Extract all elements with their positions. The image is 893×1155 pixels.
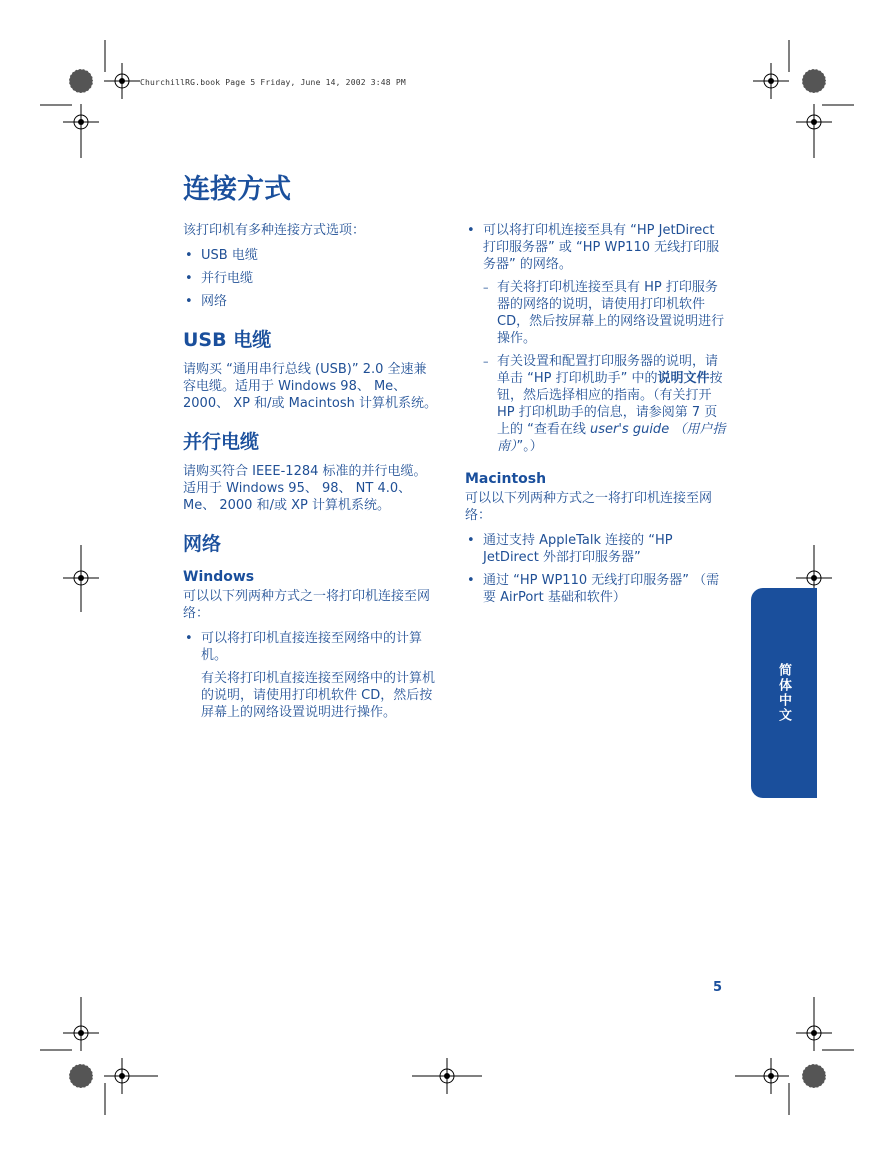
macintosh-options-list (465, 532, 727, 606)
parallel-heading: 并行电缆 (183, 431, 260, 453)
windows-bullet-subtext: 有关将打印机直接连接至网络中的计算机的说明，请使用打印机软件 CD，然后按屏幕上的网络设置说明进行操作。 (201, 671, 436, 720)
page-title: 连接方式 (183, 174, 291, 205)
windows-options-list (183, 630, 438, 721)
windows-bullet-text: 可以将打印机直接连接至网络中的计算机。 (201, 631, 423, 663)
left-column (183, 222, 438, 727)
documentation-button-label: 说明文件 (657, 371, 710, 386)
dash2-text-c: ”。） (516, 439, 543, 454)
intro-text: 该打印机有多种连接方式选项： (183, 223, 366, 238)
language-tab-label: 简体中文 (776, 663, 791, 723)
connection-options-list (183, 247, 438, 310)
usb-heading: USB 电缆 (183, 329, 272, 351)
language-side-tab (751, 588, 817, 798)
windows-intro: 可以以下列两种方式之一将打印机连接至网络： (183, 589, 431, 621)
print-header-line: ChurchillRG.book Page 5 Friday, June 14, 2002 3:48 PM (140, 78, 406, 87)
list-item: • 可以将打印机连接至具有 “HP JetDirect 打印服务器” 或 “HP WP110 无线打印服务器” 的网络。 (465, 222, 727, 273)
page-number: 5 (713, 980, 723, 995)
network-heading: 网络 (183, 533, 222, 555)
list-item: – 有关将打印机连接至具有 HP 打印服务器的网络的说明，请使用打印机软件 CD，然后按屏幕上的网络设置说明进行操作。 (465, 279, 727, 347)
users-guide-title: user's guide （用户指南） (497, 422, 726, 454)
macintosh-intro: 可以以下列两种方式之一将打印机连接至网络： (465, 491, 713, 523)
list-item (183, 630, 438, 721)
list-item (465, 353, 727, 455)
parallel-text: 请购买符合 IEEE-1284 标准的并行电缆。适用于 Windows 95、 98、 NT 4.0、 Me、 2000 和/或 XP 计算机系统。 (183, 464, 427, 513)
list-item: • 通过支持 AppleTalk 连接的 “HP JetDirect 外部打印服务器” (465, 532, 727, 566)
list-item: • 通过 “HP WP110 无线打印服务器” （需要 AirPort 基础和软件） (465, 572, 727, 606)
dash2-text-b: 按钮，然后选择相应的指南。（有关打开 HP 打印机助手的信息，请参阅第 7 页上的 “查看在线 (497, 371, 723, 437)
list-item: • USB 电缆 (183, 247, 438, 264)
network-options-list (465, 222, 727, 273)
right-column (465, 222, 727, 612)
list-item: • 并行电缆 (183, 270, 438, 287)
windows-heading: Windows (183, 569, 255, 585)
list-item: • 网络 (183, 293, 438, 310)
dash2-text-a: 有关设置和配置打印服务器的说明，请单击 “HP 打印机助手” 中的 (497, 354, 719, 386)
network-sub-list (465, 279, 727, 455)
usb-text: 请购买 “通用串行总线 (USB)” 2.0 全速兼容电缆。适用于 Windows 98、 Me、 2000、 XP 和/或 Macintosh 计算机系统。 (183, 362, 437, 411)
macintosh-heading: Macintosh (465, 471, 547, 487)
